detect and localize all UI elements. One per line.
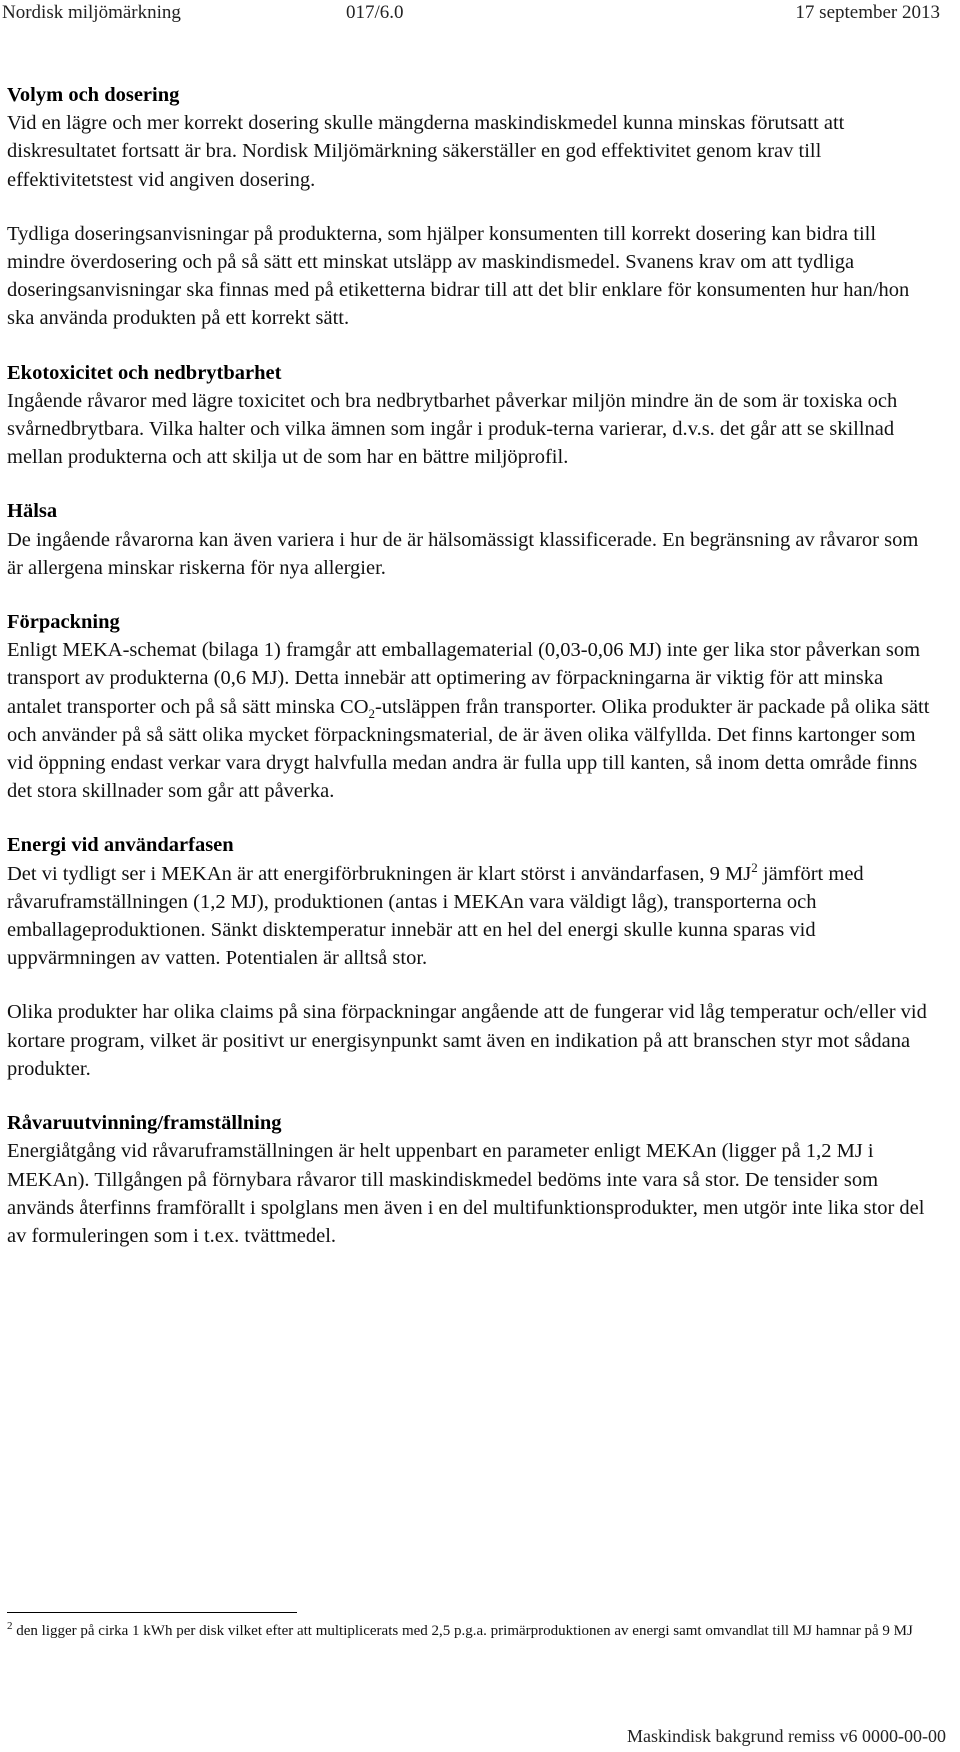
paragraph-text: Enligt MEKA-schemat (bilaga 1) framgår att emballagematerial (0,03-0,06 MJ) inte ger lika stor påverkan som transport av produkterna (0,6 MJ). Detta innebär att optimering av förpackningarna är viktig för att minska antalet transporter och på så sätt minska CO bbox=[7, 639, 921, 718]
paragraph: Ingående råvaror med lägre toxicitet och bra nedbrytbarhet påverkar miljön mindre än de som är toxiska och svårnedbrytbara. Vilka halter och vilka ämnen som ingår i produk-terna varierar, d.v.s. det går att se skillnad mellan produkterna och att skilja ut de som har en bättre miljöprofil. bbox=[7, 389, 898, 469]
paragraph bbox=[7, 860, 937, 973]
footnote-marker: 2 bbox=[7, 1620, 13, 1632]
section-heading: Volym och dosering bbox=[7, 84, 180, 106]
paragraph-text: jämfört med råvaruframställningen (1,2 MJ), produktionen (antas i MEKAn vara väldigt låg), transporterna och emballageproduktionen. Sänkt disktemperatur innebär att en hel del energi skulle kunna sparas vid uppvärmningen av vatten. Potentialen är alltså stor. bbox=[7, 862, 864, 970]
section-heading: Förpackning bbox=[7, 611, 120, 634]
section-forpackning bbox=[7, 608, 937, 805]
paragraph: Tydliga doseringsanvisningar på produkterna, som hjälper konsumenten till korrekt dosering kan bidra till mindre överdosering och på så sätt ett minskat utsläpp av maskindismedel. Svanens krav om att tydliga doseringsanvisningar ska finnas med på etiketterna bidrar till att det blir enklare för konsumenten hur han/hon ska använda produkten på ett korrekt sätt. bbox=[7, 222, 910, 330]
paragraph: De ingående råvarorna kan även variera i hur de är hälsomässigt klassificerade. En begränsning av råvaror som är allergena minskar riskerna för nya allergier. bbox=[7, 528, 919, 579]
section-halsa bbox=[7, 497, 937, 582]
footnote-reference[interactable]: 2 bbox=[751, 859, 758, 875]
section-heading: Hälsa bbox=[7, 500, 58, 523]
section-heading: Energi vid användarfasen bbox=[7, 834, 234, 857]
paragraph-text: Det vi tydligt ser i MEKAn är att energiförbrukningen är klart störst i användarfasen, 9 MJ bbox=[7, 862, 752, 885]
paragraph: Olika produkter har olika claims på sina förpackningar angående att de fungerar vid låg temperatur och/eller vid kortare program, vilket är positivt ur energisynpunkt samt även en indikation på att branschen styr mot sådana produkter. bbox=[7, 1001, 927, 1080]
header-date: 17 september 2013 bbox=[795, 2, 940, 23]
footnotes bbox=[7, 1612, 937, 1642]
section-ekotoxicitet bbox=[7, 359, 937, 472]
footnote-text: den ligger på cirka 1 kWh per disk vilket efter att multiplicerats med 2,5 p.g.a. primärproduktionen av energi samt omvandlat till MJ hamnar på 9 MJ bbox=[12, 1623, 913, 1639]
section-heading: Råvaruutvinning/framställning bbox=[7, 1112, 282, 1135]
footnote-2 bbox=[7, 1621, 937, 1642]
section-ravaruutvinning bbox=[7, 1109, 937, 1250]
header-organization: Nordisk miljömärkning bbox=[2, 2, 181, 23]
paragraph-text: -utsläppen från transporter. Olika produkter är packade på olika sätt och använder på så sätt olika mycket förpackningsmaterial, de är även olika välfyllda. Det finns kartonger som vid öppning endast verkar vara drygt halvfulla medan andra är fulla upp till kanten, så inom detta område finns det stora skillnader som går att påverka. bbox=[7, 695, 930, 803]
document-body bbox=[7, 81, 937, 1276]
page-header bbox=[0, 0, 940, 28]
paragraph: Vid en lägre och mer korrekt dosering skulle mängderna maskindiskmedel kunna minskas förutsatt att diskresultatet fortsatt är bra. Nordisk Miljömärkning säkerställer en god effektivitet genom krav till effektivitetstest vid angiven dosering. bbox=[7, 112, 845, 191]
header-document-number: 017/6.0 bbox=[346, 2, 404, 23]
paragraph: Energiåtgång vid råvaruframställningen är helt uppenbart en parameter enligt MEKAn (ligger på 1,2 MJ i MEKAn). Tillgången på förnybara råvaror till maskindiskmedel bedöms inte vara så stor. De tensider som används återfinns framförallt i spolglans men även i en del multifunktionsprodukter, men utgör inte lika stor del av formuleringen som i t.ex. tvättmedel. bbox=[7, 1140, 925, 1247]
footnote-separator bbox=[7, 1612, 297, 1613]
page-footer: Maskindisk bakgrund remiss v6 0000-00-00 bbox=[627, 1726, 946, 1746]
co2-subscript: 2 bbox=[368, 705, 375, 721]
paragraph bbox=[7, 636, 937, 805]
section-volym-och-dosering bbox=[7, 81, 937, 333]
section-energi-vid-anvandarfasen bbox=[7, 831, 937, 1083]
section-heading: Ekotoxicitet och nedbrytbarhet bbox=[7, 361, 282, 384]
